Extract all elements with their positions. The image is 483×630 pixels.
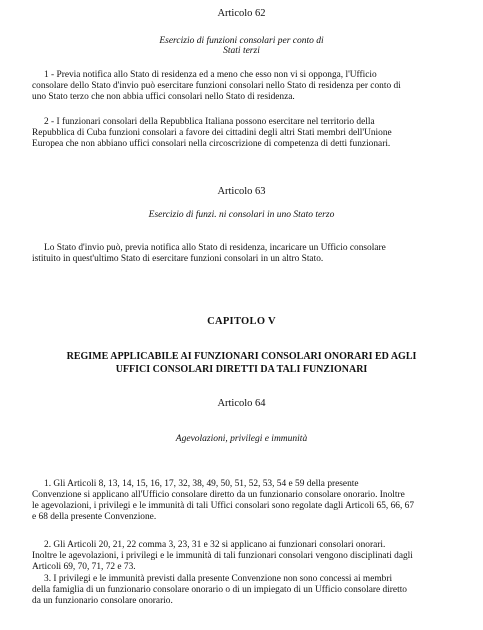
text-line: Europea che non abbiano uffici consolari nella circoscrizione di competenza di detti funzionari.	[32, 139, 391, 149]
text-line: Inoltre le agevolazioni, i privilegi e le immunità di tali funzionari consolari vengono disciplinati dagli	[32, 551, 413, 561]
article-62-heading: Articolo 62	[217, 8, 266, 19]
text-line: 2. Gli Articoli 20, 21, 22 comma 3, 23, 31 e 32 si applicano ai funzionari consolari onorari.	[44, 540, 386, 550]
article-63-paragraph	[32, 243, 472, 265]
text-line: Convenzione si applicano all'Ufficio consolare diretto da un funzionario consolare onorario. Inoltre	[32, 490, 405, 500]
text-line: 1 - Previa notifica allo Stato di residenza ed a meno che esso non vi si opponga, l'Ufficio	[44, 70, 377, 80]
text-line: 3. I privilegi e le immunità previsti dalla presente Convenzione non sono concessi ai membri	[44, 574, 393, 584]
text-line: consolare dello Stato d'invio può esercitare funzioni consolari nello Stato di residenza per conto di	[32, 81, 401, 91]
text-line: Lo Stato d'invio può, previa notifica allo Stato di residenza, incaricare un Ufficio consolare	[44, 243, 386, 253]
text-line: le agevolazioni, i privilegi e le immunità di tali Uffici consolari sono regolate dagli Articoli 65, 66, 67	[32, 501, 415, 511]
article-64-subtitle: Agevolazioni, privilegi e immunità	[175, 434, 308, 444]
chapter-heading: CAPITOLO V	[207, 316, 276, 327]
article-64-paragraph-3	[32, 574, 472, 607]
text-line: istituito in quest'ultimo Stato di esercitare funzioni consolari in un altro Stato.	[32, 254, 324, 264]
text-line: 2 - I funzionari consolari della Repubblica Italiana possono esercitare nel territorio della	[44, 117, 375, 127]
article-62-subtitle-line1: Esercizio di funzioni consolari per conto di	[159, 36, 324, 46]
text-line: e 68 della presente Convenzione.	[32, 512, 157, 522]
chapter-title-line2: UFFICI CONSOLARI DIRETTI DA TALI FUNZIONARI	[115, 364, 368, 375]
text-line: Repubblica di Cuba funzioni consolari a favore dei cittadini degli altri Stati membri dell'Unione	[32, 128, 392, 138]
article-64-paragraph-2	[32, 540, 472, 573]
text-line: della famiglia di un funzionario consolare onorario o di un impiegato di un Ufficio consolare diretto	[32, 585, 407, 595]
text-line: Articoli 69, 70, 71, 72 e 73.	[32, 562, 136, 572]
article-62-paragraph-1	[32, 70, 472, 103]
article-63-subtitle: Esercizio di funzi. ni consolari in uno Stato terzo	[148, 210, 335, 220]
article-64-heading: Articolo 64	[217, 398, 266, 409]
article-62-paragraph-2	[32, 117, 472, 150]
chapter-title-line1: REGIME APPLICABILE AI FUNZIONARI CONSOLARI ONORARI ED AGLI	[66, 351, 417, 362]
article-63-heading: Articolo 63	[217, 186, 266, 197]
article-64-paragraph-1	[32, 479, 472, 523]
text-line: uno Stato terzo che non abbia uffici consolari nello Stato di residenza.	[32, 92, 295, 102]
article-62-subtitle-line2: Stati terzi	[223, 46, 260, 56]
text-line: da un funzionario consolare onorario.	[32, 596, 173, 606]
text-line: 1. Gli Articoli 8, 13, 14, 15, 16, 17, 32, 38, 49, 50, 51, 52, 53, 54 e 59 della presente	[44, 479, 359, 489]
